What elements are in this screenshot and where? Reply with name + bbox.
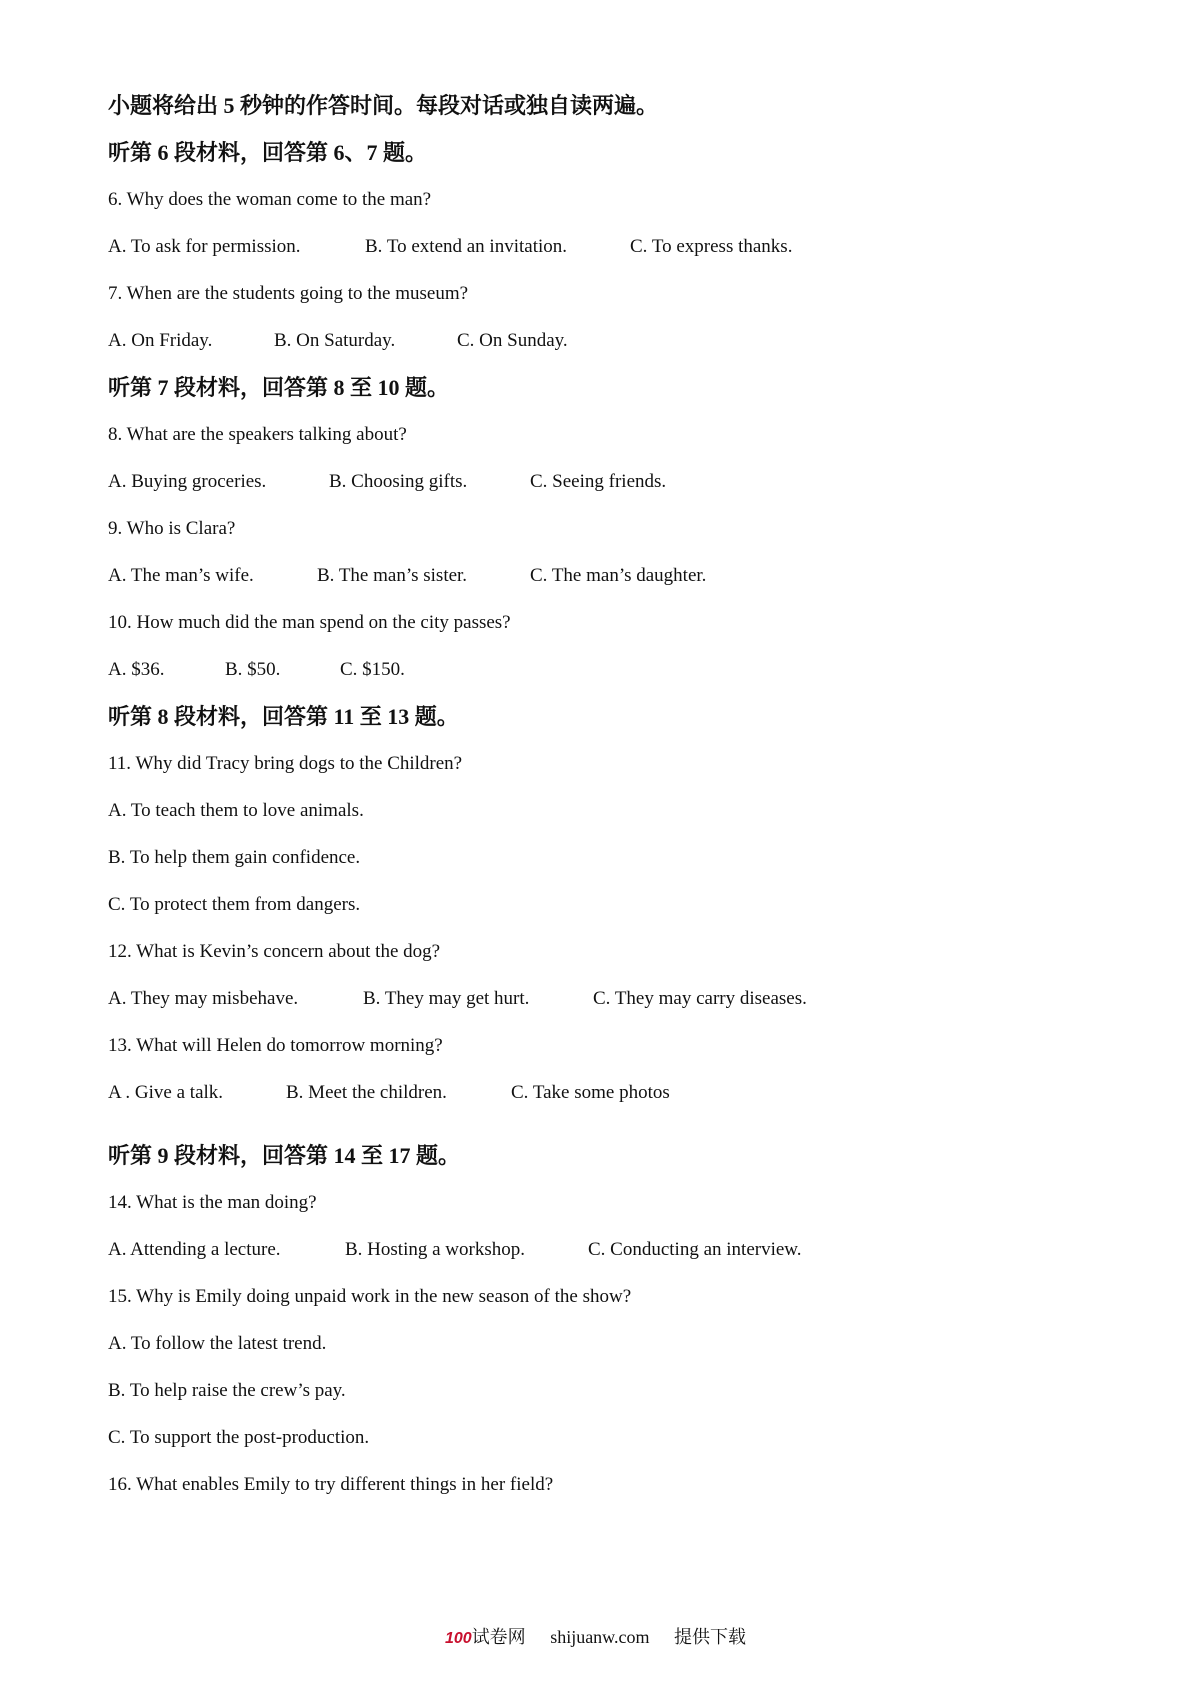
answer-option[interactable]: C. Seeing friends. [530, 471, 667, 492]
options-row [108, 562, 1108, 609]
answer-option[interactable]: B. Meet the children. [286, 1082, 447, 1103]
answer-option[interactable]: B. On Saturday. [274, 330, 396, 351]
options-row [108, 1079, 1108, 1126]
answer-option[interactable]: C. To express thanks. [630, 236, 793, 257]
question-text: 16. What enables Emily to try different things in her field? [108, 1474, 554, 1495]
question-text: 11. Why did Tracy bring dogs to the Children? [108, 753, 463, 774]
options-row [108, 985, 1108, 1032]
answer-option[interactable]: B. $50. [225, 659, 281, 680]
sections-container [108, 139, 1108, 1518]
section-heading: 听第 6 段材料，回答第 6、7 题。 [108, 140, 428, 165]
answer-option[interactable]: C. Conducting an interview. [588, 1239, 802, 1260]
intro-line: 小题将给出 5 秒钟的作答时间。每段对话或独自读两遍。 [108, 93, 659, 118]
question-text: 14. What is the man doing? [108, 1192, 317, 1213]
footer-note: 提供下载 [674, 1627, 747, 1647]
section-heading: 听第 7 段材料，回答第 8 至 10 题。 [108, 375, 450, 400]
answer-option[interactable]: A. They may misbehave. [108, 988, 299, 1009]
logo-number: 100 [444, 1630, 472, 1647]
options-row [108, 468, 1108, 515]
section-heading: 听第 8 段材料，回答第 11 至 13 题。 [108, 704, 459, 729]
logo-text: 试卷网 [471, 1627, 526, 1647]
answer-option[interactable]: B. To help raise the crew’s pay. [108, 1380, 346, 1401]
footer-logo[interactable] [445, 1627, 530, 1647]
exam-page [108, 92, 1108, 1518]
spacer [108, 1126, 1108, 1142]
answer-option[interactable]: A . Give a talk. [108, 1082, 224, 1103]
question-text: 7. When are the students going to the museum? [108, 283, 469, 304]
answer-option[interactable]: B. Choosing gifts. [329, 471, 468, 492]
answer-option[interactable]: C. $150. [340, 659, 405, 680]
question-text: 10. How much did the man spend on the city passes? [108, 612, 511, 633]
answer-option[interactable]: A. $36. [108, 659, 165, 680]
question-text: 12. What is Kevin’s concern about the dog? [108, 941, 441, 962]
question-text: 13. What will Helen do tomorrow morning? [108, 1035, 443, 1056]
question-text: 15. Why is Emily doing unpaid work in the new season of the show? [108, 1286, 632, 1307]
answer-option[interactable]: A. The man’s wife. [108, 565, 254, 586]
answer-option[interactable]: A. Attending a lecture. [108, 1239, 281, 1260]
question-text: 8. What are the speakers talking about? [108, 424, 407, 445]
section-heading: 听第 9 段材料，回答第 14 至 17 题。 [108, 1143, 461, 1168]
answer-option[interactable]: B. Hosting a workshop. [345, 1239, 525, 1260]
answer-option[interactable]: C. To support the post-production. [108, 1427, 370, 1448]
answer-option[interactable]: A. To follow the latest trend. [108, 1333, 327, 1354]
options-row [108, 327, 1108, 374]
answer-option[interactable]: C. The man’s daughter. [530, 565, 707, 586]
question-text: 6. Why does the woman come to the man? [108, 189, 432, 210]
answer-option[interactable]: B. They may get hurt. [363, 988, 530, 1009]
answer-option[interactable]: B. To help them gain confidence. [108, 847, 361, 868]
options-row [108, 233, 1108, 280]
options-row [108, 1236, 1108, 1283]
footer-site[interactable]: shijuanw.com [550, 1627, 650, 1647]
answer-option[interactable]: C. Take some photos [511, 1082, 670, 1103]
answer-option[interactable]: A. On Friday. [108, 330, 213, 351]
footer [0, 1626, 1191, 1650]
answer-option[interactable]: B. The man’s sister. [317, 565, 468, 586]
answer-option[interactable]: A. Buying groceries. [108, 471, 267, 492]
answer-option[interactable]: B. To extend an invitation. [365, 236, 568, 257]
answer-option[interactable]: A. To teach them to love animals. [108, 800, 364, 821]
options-row [108, 656, 1108, 703]
answer-option[interactable]: C. They may carry diseases. [593, 988, 807, 1009]
question-text: 9. Who is Clara? [108, 518, 236, 539]
answer-option[interactable]: C. To protect them from dangers. [108, 894, 361, 915]
answer-option[interactable]: A. To ask for permission. [108, 236, 301, 257]
answer-option[interactable]: C. On Sunday. [457, 330, 568, 351]
